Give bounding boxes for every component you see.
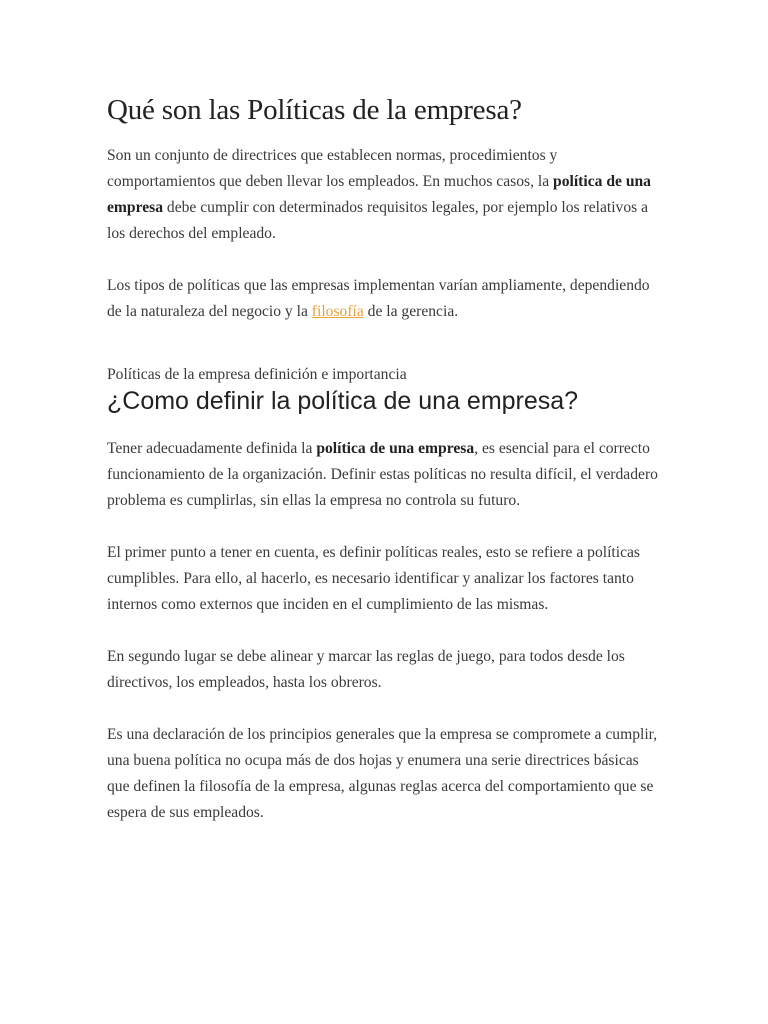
paragraph-declaration: Es una declaración de los principios generales que la empresa se compromete a cumplir, una buena política no ocupa más de dos hojas y enumera una serie directrices básicas que definen la filosofía de la empresa, algunas reglas acerca del comportamiento que se espera de sus empleados. [107,726,658,821]
paragraph-importance [107,436,658,514]
spacer [107,618,658,644]
paragraph-definition [107,143,658,247]
paragraph-text: de la gerencia. [363,303,459,320]
section-kicker: Políticas de la empresa definición e importancia [107,366,407,383]
bold-term: política de una empresa [107,173,651,216]
spacer [107,247,658,273]
paragraph-text: Los tipos de políticas que las empresas implementan varían ampliamente, dependiendo de la naturaleza del negocio y la [107,277,650,320]
bold-term: política de una empresa [316,440,475,457]
section-heading: ¿Como definir la política de una empresa? [107,387,579,415]
spacer [107,514,658,540]
paragraph-types [107,273,658,325]
filosofia-link[interactable]: filosofía [311,303,364,320]
page-title: Qué son las Políticas de la empresa? [107,94,522,126]
spacer [107,325,658,365]
paragraph-text: Son un conjunto de directrices que establecen normas, procedimientos y comportamientos que deben llevar los empleados. En muchos casos, la [107,147,558,190]
paragraph-second-point: En segundo lugar se debe alinear y marcar las reglas de juego, para todos desde los directivos, los empleados, hasta los obreros. [107,648,625,691]
spacer [107,696,658,722]
paragraph-text: debe cumplir con determinados requisitos legales, por ejemplo los relativos a los derechos del empleado. [107,199,649,242]
paragraph-text: , es esencial para el correcto funcionamiento de la organización. Definir estas políticas no resulta difícil, el verdadero problema es cumplirlas, sin ellas la empresa no controla su futuro. [107,440,658,509]
paragraph-text: Tener adecuadamente definida la [107,440,317,457]
paragraph-first-point: El primer punto a tener en cuenta, es definir políticas reales, esto se refiere a políticas cumplibles. Para ello, al hacerlo, es necesario identificar y analizar los factores tanto internos como externos que inciden en el cumplimiento de las mismas. [107,544,640,613]
